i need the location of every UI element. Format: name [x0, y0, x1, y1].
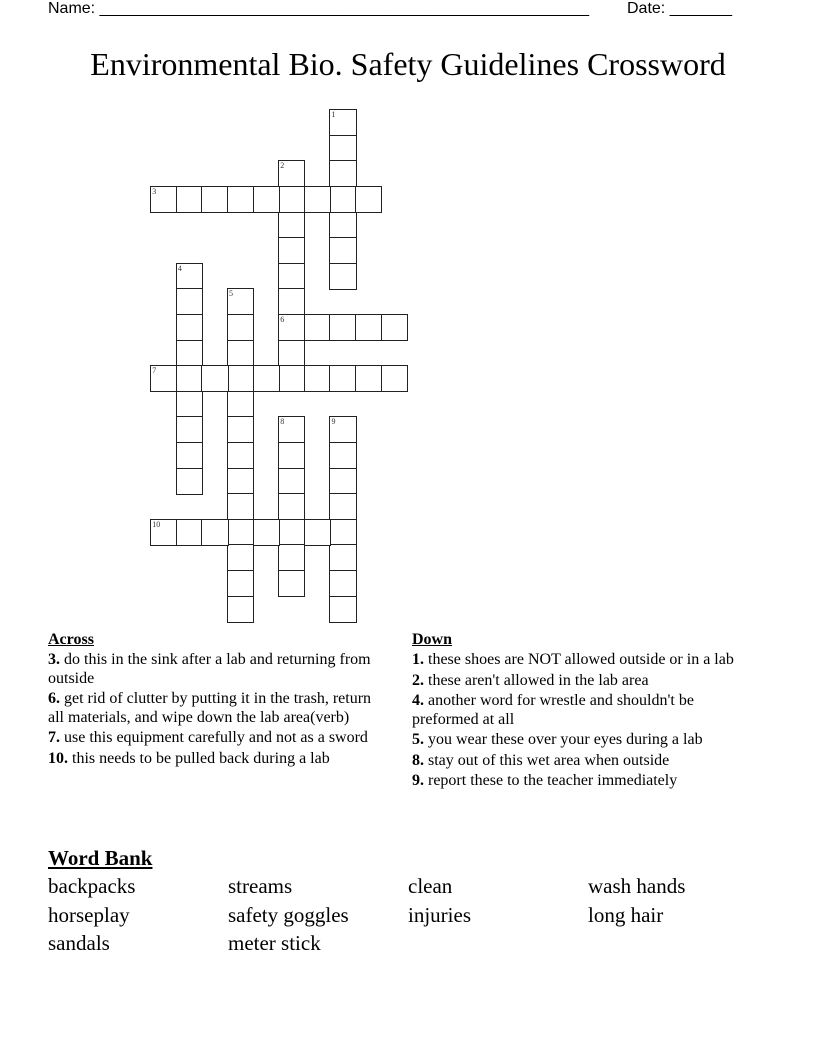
clue-number-label: 3. — [48, 651, 60, 668]
crossword-cell[interactable] — [201, 186, 228, 213]
crossword-cell[interactable] — [176, 416, 203, 443]
clue-number-label: 1. — [412, 651, 424, 668]
crossword-cell[interactable] — [329, 365, 356, 392]
crossword-cell[interactable] — [176, 263, 203, 290]
crossword-cell[interactable] — [150, 186, 177, 213]
crossword-cell[interactable] — [176, 365, 203, 392]
crossword-cell[interactable] — [176, 468, 203, 495]
crossword-cell[interactable] — [355, 365, 382, 392]
crossword-cell[interactable] — [278, 288, 305, 315]
crossword-cell[interactable] — [227, 442, 254, 469]
page-title: Environmental Bio. Safety Guidelines Crossword — [90, 46, 726, 82]
across-heading: Across — [48, 631, 94, 648]
crossword-cell[interactable] — [278, 365, 305, 392]
across-clues — [48, 630, 388, 770]
word-bank-item: wash hands — [588, 874, 686, 898]
down-heading: Down — [412, 631, 453, 648]
crossword-cell[interactable] — [227, 416, 254, 443]
clue-item — [412, 692, 757, 729]
word-bank-item: backpacks — [48, 874, 136, 898]
clue-number-label: 6. — [48, 690, 60, 707]
crossword-cell[interactable] — [329, 160, 356, 187]
crossword-cell[interactable] — [278, 468, 305, 495]
clue-text: you wear these over your eyes during a lab — [424, 731, 703, 748]
clue-item — [412, 752, 757, 771]
crossword-cell[interactable] — [176, 186, 203, 213]
crossword-cell[interactable] — [253, 365, 280, 392]
clue-text: this needs to be pulled back during a lab — [68, 749, 330, 767]
word-bank — [48, 845, 768, 958]
crossword-cell[interactable] — [381, 365, 408, 392]
clue-item — [412, 651, 757, 670]
crossword-cell[interactable] — [278, 212, 305, 239]
crossword-cell[interactable] — [304, 186, 331, 213]
word-bank-item: streams — [228, 874, 293, 898]
word-bank-item: meter stick — [228, 931, 321, 955]
clue-number: 3 — [152, 187, 157, 197]
name-field-label: Name: _______________________________________________________ — [48, 0, 589, 17]
crossword-cell[interactable] — [227, 391, 254, 418]
clue-number: 2 — [280, 161, 285, 171]
word-bank-item: safety goggles — [228, 902, 349, 927]
crossword-cell[interactable] — [227, 493, 254, 520]
crossword-cell[interactable] — [329, 186, 356, 213]
crossword-cell[interactable] — [227, 314, 254, 341]
clue-number-label: 5. — [412, 731, 424, 748]
clue-number: 6 — [280, 315, 285, 325]
clue-number: 1 — [331, 110, 336, 120]
word-bank-heading: Word Bank — [48, 846, 153, 870]
clue-number: 5 — [229, 289, 234, 299]
clue-number: 9 — [331, 417, 336, 427]
crossword-cell[interactable] — [253, 519, 280, 546]
crossword-cell[interactable] — [278, 493, 305, 520]
down-clues — [412, 630, 757, 793]
down-clue-list — [412, 651, 757, 791]
word-bank-item: long hair — [588, 902, 664, 927]
crossword-cell[interactable] — [176, 519, 203, 546]
word-bank-item: sandals — [48, 931, 110, 955]
crossword-cell[interactable] — [278, 519, 305, 546]
crossword-cell[interactable] — [150, 519, 177, 546]
crossword-cell[interactable] — [304, 365, 331, 392]
crossword-cell[interactable] — [329, 212, 356, 239]
crossword-cell[interactable] — [176, 340, 203, 367]
crossword-cell[interactable] — [329, 237, 356, 264]
clue-text: these shoes are NOT allowed outside or in a lab — [424, 651, 734, 668]
clue-text: get rid of clutter by putting it in the trash, return all materials, and wipe down the lab area(verb) — [48, 690, 372, 726]
crossword-cell[interactable] — [329, 596, 356, 623]
crossword-cell[interactable] — [176, 288, 203, 315]
crossword-cell[interactable] — [355, 186, 382, 213]
crossword-cell[interactable] — [329, 519, 356, 546]
crossword-cell[interactable] — [176, 442, 203, 469]
crossword-cell[interactable] — [201, 365, 228, 392]
word-bank-item: injuries — [408, 902, 471, 927]
clue-number-label: 9. — [412, 772, 424, 789]
clue-number-label: 7. — [48, 729, 60, 746]
crossword-cell[interactable] — [329, 544, 356, 571]
crossword-cell[interactable] — [278, 186, 305, 213]
crossword-cell[interactable] — [227, 186, 254, 213]
crossword-cell[interactable] — [227, 570, 254, 597]
clue-text: another word for wrestle and shouldn't be preformed at all — [412, 692, 694, 728]
crossword-cell[interactable] — [329, 109, 356, 136]
crossword-cell[interactable] — [227, 288, 254, 315]
clue-item — [412, 731, 757, 750]
clue-text: do this in the sink after a lab and returning from outside — [48, 651, 371, 687]
crossword-cell[interactable] — [278, 544, 305, 571]
crossword-cell[interactable] — [278, 340, 305, 367]
crossword-cell[interactable] — [278, 314, 305, 341]
clue-number: 8 — [280, 417, 285, 427]
crossword-cell[interactable] — [201, 519, 228, 546]
word-bank-item: clean — [408, 874, 453, 898]
crossword-cell[interactable] — [329, 493, 356, 520]
crossword-cell[interactable] — [355, 314, 382, 341]
crossword-cell[interactable] — [381, 314, 408, 341]
clue-text: use this equipment carefully and not as a sword — [60, 729, 368, 746]
crossword-cell[interactable] — [227, 519, 254, 546]
crossword-cell[interactable] — [329, 314, 356, 341]
clue-item — [412, 772, 757, 791]
clue-item — [48, 690, 388, 727]
crossword-cell[interactable] — [227, 544, 254, 571]
crossword-cell[interactable] — [253, 186, 280, 213]
crossword-cell[interactable] — [176, 314, 203, 341]
crossword-cell[interactable] — [278, 237, 305, 264]
clue-number-label: 2. — [412, 671, 424, 689]
crossword-cell[interactable] — [278, 160, 305, 187]
crossword-cell[interactable] — [227, 596, 254, 623]
crossword-cell[interactable] — [227, 365, 254, 392]
crossword-cell[interactable] — [227, 340, 254, 367]
word-bank-list — [48, 872, 768, 958]
word-bank-item: horseplay — [48, 902, 130, 927]
clue-number: 4 — [177, 263, 182, 273]
crossword-cell[interactable] — [278, 263, 305, 290]
crossword-cell[interactable] — [278, 442, 305, 469]
clue-text: report these to the teacher immediately — [424, 772, 678, 789]
clue-item — [48, 651, 388, 688]
clue-number: 7 — [152, 366, 157, 376]
clue-text: stay out of this wet area when outside — [424, 751, 670, 769]
clue-item — [412, 672, 757, 691]
clue-item — [48, 750, 388, 769]
clue-number: 10 — [152, 519, 161, 529]
date-field-label: Date: _______ — [627, 0, 732, 17]
crossword-cell[interactable] — [278, 570, 305, 597]
clue-item — [48, 729, 388, 748]
clue-text: these aren't allowed in the lab area — [424, 671, 649, 689]
crossword-cell[interactable] — [329, 442, 356, 469]
clue-number-label: 10. — [48, 749, 68, 767]
crossword-cell[interactable] — [329, 416, 356, 443]
clue-number-label: 8. — [412, 751, 424, 769]
crossword-cell[interactable] — [278, 416, 305, 443]
crossword-cell[interactable] — [176, 391, 203, 418]
crossword-cell[interactable] — [329, 135, 356, 162]
crossword-cell[interactable] — [227, 468, 254, 495]
crossword-cell[interactable] — [329, 570, 356, 597]
crossword-cell[interactable] — [329, 263, 356, 290]
across-clue-list — [48, 651, 388, 768]
crossword-cell[interactable] — [304, 519, 331, 546]
clue-number-label: 4. — [412, 692, 424, 709]
crossword-cell[interactable] — [304, 314, 331, 341]
crossword-cell[interactable] — [150, 365, 177, 392]
crossword-cell[interactable] — [329, 468, 356, 495]
